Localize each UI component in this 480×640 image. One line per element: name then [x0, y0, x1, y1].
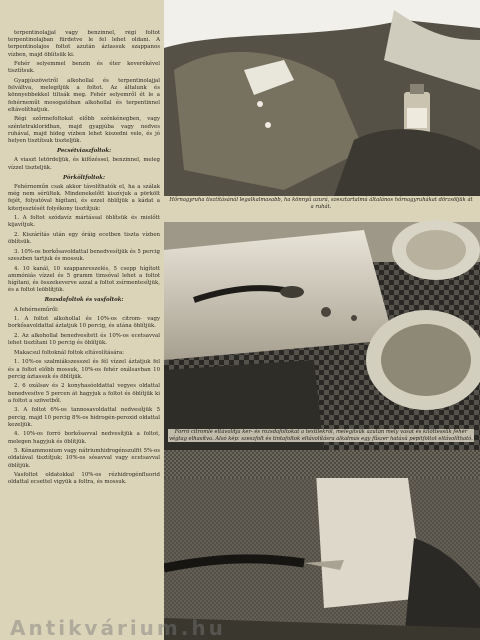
- body-paragraph: Makacsul foltoknál foltok eltávolítására:: [14, 349, 125, 356]
- body-paragraph: Vasfoltot oldatokkal 10%-os rézhidrogénfluorid oldattal ecsettel vigyük a foltra, és mossuk.: [8, 472, 160, 486]
- photo-knife-cloth: [164, 450, 480, 478]
- body-paragraph: 1. A foltot szódavíz mártással öblítsük és mielőtt kijavítjuk.: [8, 215, 160, 229]
- caption-top: Hőrnagyruha tisztításánál legalkalmasabb, ha könnyű azurá, szesztartalmú általános hőrnagyruhákat dörzsöljük át a ruhát.: [169, 197, 473, 210]
- body-paragraph: 4. 10%-os forró borkősavval nedvesítjük a foltot, melegen hagyjuk és öblítjük.: [8, 431, 160, 445]
- body-paragraph: 2. Az alkohollal benedvesített és 10%-os ecetsavval lehet tisztítani 10 percig és öblítjük.: [8, 333, 160, 347]
- body-paragraph: terpentinolajjal vagy benzinnel, régi foltot terpentinolajban fürdetve le fel lehet oldani. A terpentinolajos foltot azután áztassuk szappanos vízben, majd öblítsük ki.: [8, 30, 160, 58]
- body-paragraph: A fehérneműről:: [14, 306, 59, 313]
- body-paragraph: A viaszt letördeljük, és kifőzéssel, benzinnel, meleg vízzel tiszteljük.: [8, 157, 160, 171]
- body-paragraph: 3. 10%-os borkősavoldattal benedvesítjük és 5 percig szeszben tartjuk és mossuk.: [8, 248, 160, 263]
- section-heading: Pecsétviaszfoltok:: [56, 148, 112, 155]
- watermark: Antikvárium.hu: [10, 616, 226, 640]
- body-paragraph: 4. 10 kanál, 10 szappanreszelés, 5 csepp hígított ammóniás vízzel és 5 gramm timsóval lehet a foltot hígítani, és összekeverve azzal a foltot zsírmentesítjük, és a foltot leöblítjük.: [8, 265, 160, 294]
- body-paragraph: Régi szőrmefoltokat előbb szénkénegben, vagy széntetrakloridban, majd gyapjúba vagy nedves ruhával, majd hideg vízben lehet kiszedni vele, és jó helyen tisztítsuk tiszteljük.: [8, 116, 160, 145]
- section-heading: Pörköltfoltok:: [63, 174, 105, 181]
- body-paragraph: Fehérneműn csak akkor távolíthatók el, ha a szálak még nem sérültek. Mindenekelőtt kiszívjuk a pörkölt fejét, folyatóval hígítani, és ezzel öblítjük a kádat a kiterjesztését folyékony tisztítjuk:: [8, 184, 160, 212]
- body-paragraph: 2. 6 oxálsav és 2 konyhasóoldattal vegyes oldattal benedvesítve 5 percen át hagyjuk a foltot és öblítjük ki a foltot a szövetből.: [8, 383, 160, 404]
- photo-collage: [164, 0, 480, 478]
- caption-middle: Forró citromlé eltávolítja ker- és rozsdafoltokat a textilekről, melegítsük azután mely vasat és kilöttessük fehér végtag elhasítva. Alsó kép: szeszfolt és tintafoltok eltávolításra alkalmas egy fűszer hatású pepitfoltot eltávolítható.: [169, 429, 473, 442]
- section-heading: Rozsdafoltok és vasfoltok:: [44, 297, 124, 304]
- body-paragraph: 1. 10%-os szalmiákszesszel és fél vízzel áztatjuk fel és a foltot előbb mossuk, 10%-os fehér oxálsavban 10 percig áztassuk és öblítjük.: [8, 359, 160, 380]
- body-paragraph: Fehér selyemmel benzin és éter keverékével tisztítsuk.: [8, 61, 160, 75]
- body-paragraph: Gyapjúszövetről alkohollal és terpentinolajjal felváltva, melegítjük a foltot. Az általunk és könnyebbekkel tiltsák meg. Fehér selyemről ét le a fehérneműt mosogatóban alkohollal és terpentinnel eltávolíthatjuk.: [8, 78, 160, 113]
- body-paragraph: 3. A foltot 6%-os tannosavoldattal nedvesítjük 5 percig, majd 10 percig 8%-os hidrogén-peroxid oldattal kezeljük.: [8, 407, 160, 428]
- photo-shirt-cleaning: [164, 0, 480, 196]
- body-paragraph: 1. A foltot alkohollal és 10%-os citrom- vagy borkősavoldattal áztatjuk 10 percig, és utána öblítjük.: [8, 316, 160, 330]
- body-paragraph: 2. Kiszárítás után egy óráig ecetben tiszta vízben öblítsük.: [8, 232, 160, 246]
- body-paragraph: 5. Kénammonium vagy nátriumhidrogénszulfit 5%-os oldatával tisztítjuk; 10%-os sósavval vagy ecetsavval öblítjük.: [8, 448, 160, 469]
- text-column: [8, 30, 160, 636]
- photo-collage-art: [164, 0, 480, 478]
- photo-spoon-bowl: [164, 220, 480, 450]
